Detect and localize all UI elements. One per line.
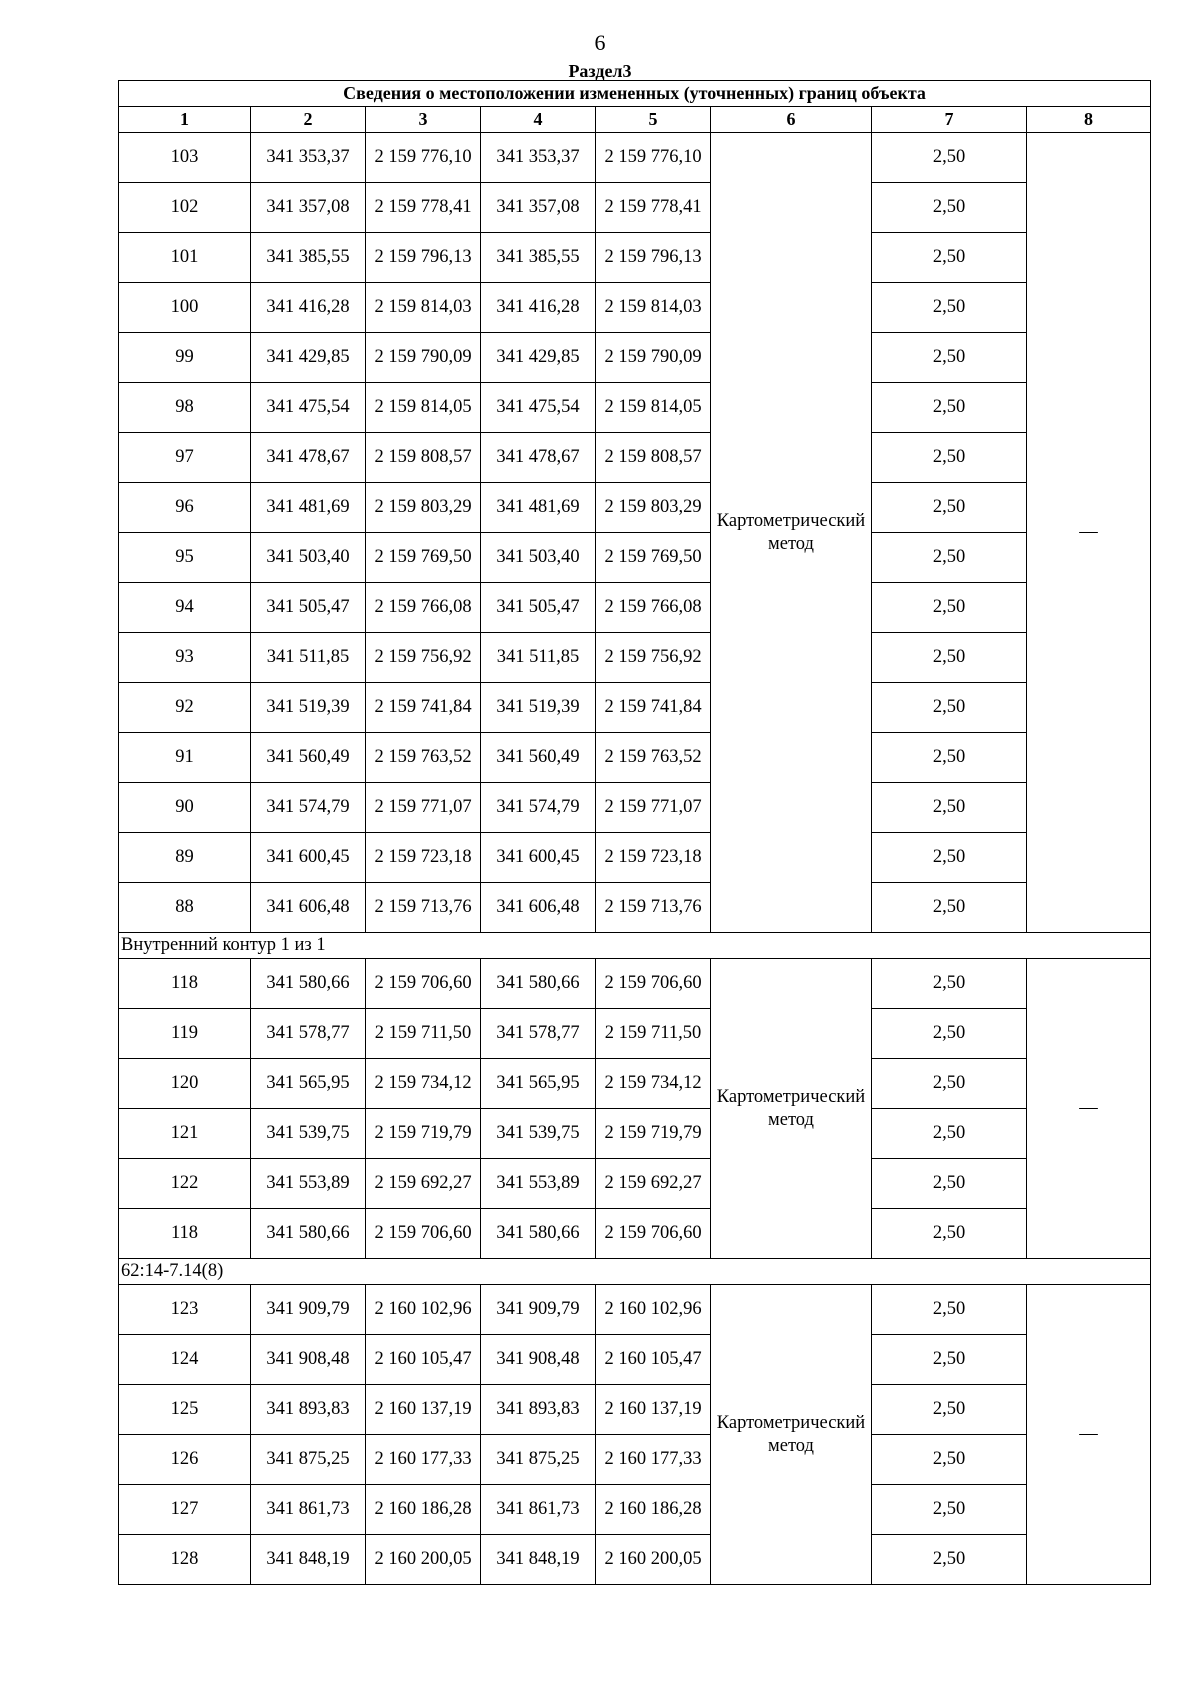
page-number: 6 <box>594 30 606 55</box>
x-coordinate-existing: 341 503,40 <box>251 533 366 583</box>
y-coordinate-refined: 2 159 808,57 <box>596 433 711 483</box>
accuracy-value: 2,50 <box>872 1285 1027 1335</box>
accuracy-value: 2,50 <box>872 883 1027 933</box>
table-row <box>119 1435 1151 1485</box>
accuracy-value: 2,50 <box>872 1109 1027 1159</box>
y-coordinate-refined: 2 160 200,05 <box>596 1535 711 1585</box>
y-coordinate-existing: 2 159 741,84 <box>366 683 481 733</box>
point-number: 99 <box>119 333 251 383</box>
x-coordinate-refined: 341 565,95 <box>481 1059 596 1109</box>
accuracy-value: 2,50 <box>872 533 1027 583</box>
table-row <box>119 1485 1151 1535</box>
y-coordinate-existing: 2 159 706,60 <box>366 959 481 1009</box>
table-row <box>119 583 1151 633</box>
y-coordinate-refined: 2 160 186,28 <box>596 1485 711 1535</box>
y-coordinate-refined: 2 159 706,60 <box>596 1209 711 1259</box>
point-number: 118 <box>119 1209 251 1259</box>
point-number: 124 <box>119 1335 251 1385</box>
y-coordinate-existing: 2 159 814,03 <box>366 283 481 333</box>
table-row <box>119 959 1151 1009</box>
y-coordinate-existing: 2 159 803,29 <box>366 483 481 533</box>
y-coordinate-refined: 2 159 776,10 <box>596 133 711 183</box>
x-coordinate-existing: 341 580,66 <box>251 1209 366 1259</box>
y-coordinate-existing: 2 159 719,79 <box>366 1109 481 1159</box>
x-coordinate-refined: 341 578,77 <box>481 1009 596 1059</box>
y-coordinate-refined: 2 159 719,79 <box>596 1109 711 1159</box>
contour-label-row <box>119 933 1151 959</box>
y-coordinate-refined: 2 159 778,41 <box>596 183 711 233</box>
x-coordinate-existing: 341 511,85 <box>251 633 366 683</box>
x-coordinate-existing: 341 909,79 <box>251 1285 366 1335</box>
contour-label: Внутренний контур 1 из 1 <box>119 933 1151 959</box>
accuracy-value: 2,50 <box>872 1435 1027 1485</box>
table-row <box>119 183 1151 233</box>
x-coordinate-refined: 341 893,83 <box>481 1385 596 1435</box>
accuracy-value: 2,50 <box>872 633 1027 683</box>
accuracy-value: 2,50 <box>872 783 1027 833</box>
y-coordinate-refined: 2 159 734,12 <box>596 1059 711 1109</box>
method-cell: Картометрический метод <box>711 133 872 933</box>
x-coordinate-existing: 341 565,95 <box>251 1059 366 1109</box>
y-coordinate-refined: 2 159 796,13 <box>596 233 711 283</box>
column-number: 7 <box>872 107 1027 133</box>
x-coordinate-refined: 341 385,55 <box>481 233 596 283</box>
x-coordinate-refined: 341 353,37 <box>481 133 596 183</box>
table-row <box>119 133 1151 183</box>
table-row <box>119 633 1151 683</box>
x-coordinate-existing: 341 848,19 <box>251 1535 366 1585</box>
y-coordinate-refined: 2 159 790,09 <box>596 333 711 383</box>
y-coordinate-refined: 2 160 137,19 <box>596 1385 711 1435</box>
x-coordinate-refined: 341 861,73 <box>481 1485 596 1535</box>
note-cell: — <box>1027 1285 1151 1585</box>
table-row <box>119 1009 1151 1059</box>
table-caption: Сведения о местоположении измененных (уточненных) границ объекта <box>119 81 1151 107</box>
x-coordinate-existing: 341 481,69 <box>251 483 366 533</box>
y-coordinate-refined: 2 159 723,18 <box>596 833 711 883</box>
y-coordinate-existing: 2 159 766,08 <box>366 583 481 633</box>
x-coordinate-existing: 341 539,75 <box>251 1109 366 1159</box>
x-coordinate-refined: 341 553,89 <box>481 1159 596 1209</box>
y-coordinate-refined: 2 160 177,33 <box>596 1435 711 1485</box>
point-number: 119 <box>119 1009 251 1059</box>
y-coordinate-refined: 2 159 692,27 <box>596 1159 711 1209</box>
table-row <box>119 283 1151 333</box>
point-number: 125 <box>119 1385 251 1435</box>
x-coordinate-existing: 341 353,37 <box>251 133 366 183</box>
x-coordinate-existing: 341 475,54 <box>251 383 366 433</box>
x-coordinate-existing: 341 429,85 <box>251 333 366 383</box>
table-row <box>119 1335 1151 1385</box>
x-coordinate-existing: 341 519,39 <box>251 683 366 733</box>
y-coordinate-refined: 2 159 713,76 <box>596 883 711 933</box>
section-title: Раздел3 <box>568 61 632 81</box>
column-number: 3 <box>366 107 481 133</box>
y-coordinate-existing: 2 159 778,41 <box>366 183 481 233</box>
accuracy-value: 2,50 <box>872 433 1027 483</box>
x-coordinate-refined: 341 519,39 <box>481 683 596 733</box>
method-cell: Картометрический метод <box>711 959 872 1259</box>
accuracy-value: 2,50 <box>872 183 1027 233</box>
point-number: 118 <box>119 959 251 1009</box>
table-row <box>119 683 1151 733</box>
table-row <box>119 483 1151 533</box>
y-coordinate-existing: 2 160 200,05 <box>366 1535 481 1585</box>
x-coordinate-existing: 341 908,48 <box>251 1335 366 1385</box>
y-coordinate-existing: 2 160 137,19 <box>366 1385 481 1435</box>
accuracy-value: 2,50 <box>872 133 1027 183</box>
table-row <box>119 233 1151 283</box>
accuracy-value: 2,50 <box>872 383 1027 433</box>
point-number: 101 <box>119 233 251 283</box>
x-coordinate-existing: 341 580,66 <box>251 959 366 1009</box>
y-coordinate-existing: 2 160 102,96 <box>366 1285 481 1335</box>
y-coordinate-refined: 2 159 766,08 <box>596 583 711 633</box>
x-coordinate-existing: 341 385,55 <box>251 233 366 283</box>
point-number: 95 <box>119 533 251 583</box>
y-coordinate-existing: 2 160 105,47 <box>366 1335 481 1385</box>
column-number: 1 <box>119 107 251 133</box>
table-row <box>119 733 1151 783</box>
point-number: 94 <box>119 583 251 633</box>
x-coordinate-refined: 341 539,75 <box>481 1109 596 1159</box>
method-cell: Картометрический метод <box>711 1285 872 1585</box>
table-row <box>119 833 1151 883</box>
x-coordinate-existing: 341 574,79 <box>251 783 366 833</box>
contour-label: 62:14-7.14(8) <box>119 1259 1151 1285</box>
x-coordinate-refined: 341 848,19 <box>481 1535 596 1585</box>
y-coordinate-existing: 2 159 808,57 <box>366 433 481 483</box>
x-coordinate-existing: 341 478,67 <box>251 433 366 483</box>
column-number-row <box>119 107 1151 133</box>
x-coordinate-refined: 341 481,69 <box>481 483 596 533</box>
accuracy-value: 2,50 <box>872 833 1027 883</box>
point-number: 121 <box>119 1109 251 1159</box>
table-row <box>119 533 1151 583</box>
accuracy-value: 2,50 <box>872 959 1027 1009</box>
y-coordinate-refined: 2 159 706,60 <box>596 959 711 1009</box>
point-number: 122 <box>119 1159 251 1209</box>
y-coordinate-existing: 2 159 776,10 <box>366 133 481 183</box>
contour-label-row <box>119 1259 1151 1285</box>
y-coordinate-refined: 2 159 763,52 <box>596 733 711 783</box>
accuracy-value: 2,50 <box>872 1009 1027 1059</box>
table-row <box>119 383 1151 433</box>
x-coordinate-existing: 341 357,08 <box>251 183 366 233</box>
note-cell: — <box>1027 133 1151 933</box>
accuracy-value: 2,50 <box>872 1535 1027 1585</box>
table-row <box>119 1159 1151 1209</box>
accuracy-value: 2,50 <box>872 333 1027 383</box>
y-coordinate-refined: 2 159 814,05 <box>596 383 711 433</box>
table-body <box>119 133 1151 1585</box>
table-row <box>119 1285 1151 1335</box>
accuracy-value: 2,50 <box>872 483 1027 533</box>
x-coordinate-refined: 341 909,79 <box>481 1285 596 1335</box>
column-number: 4 <box>481 107 596 133</box>
point-number: 98 <box>119 383 251 433</box>
y-coordinate-refined: 2 159 803,29 <box>596 483 711 533</box>
y-coordinate-refined: 2 159 771,07 <box>596 783 711 833</box>
y-coordinate-existing: 2 159 796,13 <box>366 233 481 283</box>
accuracy-value: 2,50 <box>872 683 1027 733</box>
table-row <box>119 1535 1151 1585</box>
y-coordinate-existing: 2 159 790,09 <box>366 333 481 383</box>
y-coordinate-refined: 2 160 105,47 <box>596 1335 711 1385</box>
point-number: 126 <box>119 1435 251 1485</box>
x-coordinate-refined: 341 429,85 <box>481 333 596 383</box>
x-coordinate-existing: 341 861,73 <box>251 1485 366 1535</box>
x-coordinate-refined: 341 560,49 <box>481 733 596 783</box>
column-number: 8 <box>1027 107 1151 133</box>
column-number: 2 <box>251 107 366 133</box>
point-number: 88 <box>119 883 251 933</box>
y-coordinate-existing: 2 159 756,92 <box>366 633 481 683</box>
y-coordinate-existing: 2 160 186,28 <box>366 1485 481 1535</box>
note-cell: — <box>1027 959 1151 1259</box>
y-coordinate-existing: 2 159 692,27 <box>366 1159 481 1209</box>
table-row <box>119 1059 1151 1109</box>
y-coordinate-refined: 2 159 769,50 <box>596 533 711 583</box>
y-coordinate-existing: 2 159 723,18 <box>366 833 481 883</box>
point-number: 123 <box>119 1285 251 1335</box>
x-coordinate-refined: 341 416,28 <box>481 283 596 333</box>
point-number: 128 <box>119 1535 251 1585</box>
y-coordinate-existing: 2 159 706,60 <box>366 1209 481 1259</box>
x-coordinate-refined: 341 908,48 <box>481 1335 596 1385</box>
x-coordinate-refined: 341 503,40 <box>481 533 596 583</box>
accuracy-value: 2,50 <box>872 1335 1027 1385</box>
y-coordinate-refined: 2 159 756,92 <box>596 633 711 683</box>
x-coordinate-refined: 341 475,54 <box>481 383 596 433</box>
point-number: 89 <box>119 833 251 883</box>
x-coordinate-refined: 341 606,48 <box>481 883 596 933</box>
x-coordinate-refined: 341 505,47 <box>481 583 596 633</box>
accuracy-value: 2,50 <box>872 1159 1027 1209</box>
x-coordinate-refined: 341 580,66 <box>481 959 596 1009</box>
point-number: 103 <box>119 133 251 183</box>
table-row <box>119 333 1151 383</box>
column-number: 6 <box>711 107 872 133</box>
point-number: 93 <box>119 633 251 683</box>
point-number: 120 <box>119 1059 251 1109</box>
x-coordinate-refined: 341 574,79 <box>481 783 596 833</box>
point-number: 92 <box>119 683 251 733</box>
accuracy-value: 2,50 <box>872 233 1027 283</box>
y-coordinate-existing: 2 159 711,50 <box>366 1009 481 1059</box>
point-number: 91 <box>119 733 251 783</box>
table-row <box>119 783 1151 833</box>
y-coordinate-refined: 2 159 741,84 <box>596 683 711 733</box>
x-coordinate-refined: 341 600,45 <box>481 833 596 883</box>
accuracy-value: 2,50 <box>872 1059 1027 1109</box>
x-coordinate-existing: 341 600,45 <box>251 833 366 883</box>
table-row <box>119 433 1151 483</box>
point-number: 90 <box>119 783 251 833</box>
point-number: 127 <box>119 1485 251 1535</box>
y-coordinate-refined: 2 160 102,96 <box>596 1285 711 1335</box>
y-coordinate-refined: 2 159 711,50 <box>596 1009 711 1059</box>
y-coordinate-existing: 2 159 769,50 <box>366 533 481 583</box>
y-coordinate-existing: 2 159 713,76 <box>366 883 481 933</box>
accuracy-value: 2,50 <box>872 283 1027 333</box>
x-coordinate-refined: 341 478,67 <box>481 433 596 483</box>
point-number: 102 <box>119 183 251 233</box>
table-row <box>119 1385 1151 1435</box>
x-coordinate-existing: 341 416,28 <box>251 283 366 333</box>
x-coordinate-refined: 341 357,08 <box>481 183 596 233</box>
accuracy-value: 2,50 <box>872 733 1027 783</box>
point-number: 96 <box>119 483 251 533</box>
y-coordinate-existing: 2 160 177,33 <box>366 1435 481 1485</box>
point-number: 97 <box>119 433 251 483</box>
table-row <box>119 1109 1151 1159</box>
coordinates-table <box>118 80 1151 1585</box>
accuracy-value: 2,50 <box>872 1209 1027 1259</box>
x-coordinate-existing: 341 505,47 <box>251 583 366 633</box>
x-coordinate-existing: 341 578,77 <box>251 1009 366 1059</box>
table-row <box>119 883 1151 933</box>
table-row <box>119 1209 1151 1259</box>
y-coordinate-existing: 2 159 763,52 <box>366 733 481 783</box>
x-coordinate-existing: 341 875,25 <box>251 1435 366 1485</box>
x-coordinate-existing: 341 553,89 <box>251 1159 366 1209</box>
y-coordinate-existing: 2 159 814,05 <box>366 383 481 433</box>
x-coordinate-refined: 341 580,66 <box>481 1209 596 1259</box>
y-coordinate-existing: 2 159 734,12 <box>366 1059 481 1109</box>
x-coordinate-existing: 341 893,83 <box>251 1385 366 1435</box>
x-coordinate-refined: 341 511,85 <box>481 633 596 683</box>
column-number: 5 <box>596 107 711 133</box>
y-coordinate-existing: 2 159 771,07 <box>366 783 481 833</box>
x-coordinate-refined: 341 875,25 <box>481 1435 596 1485</box>
x-coordinate-existing: 341 606,48 <box>251 883 366 933</box>
accuracy-value: 2,50 <box>872 583 1027 633</box>
accuracy-value: 2,50 <box>872 1385 1027 1435</box>
point-number: 100 <box>119 283 251 333</box>
accuracy-value: 2,50 <box>872 1485 1027 1535</box>
y-coordinate-refined: 2 159 814,03 <box>596 283 711 333</box>
x-coordinate-existing: 341 560,49 <box>251 733 366 783</box>
